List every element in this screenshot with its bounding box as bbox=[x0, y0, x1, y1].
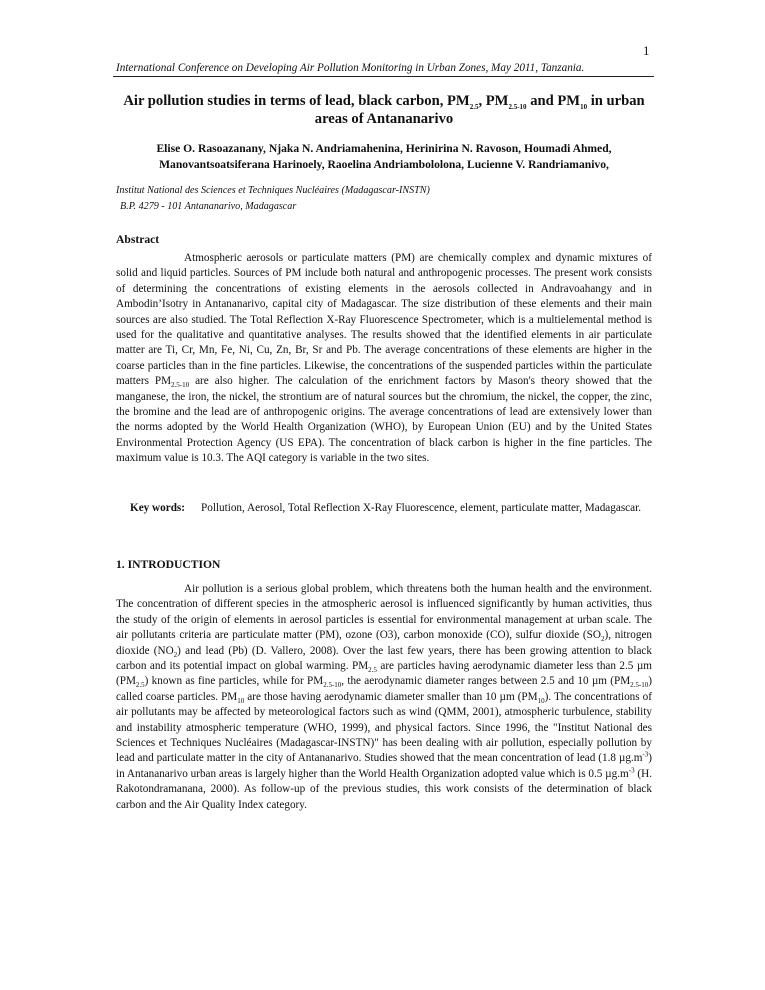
author-list bbox=[116, 141, 652, 173]
affiliation bbox=[116, 183, 652, 215]
keywords bbox=[130, 501, 652, 517]
introduction-heading: 1. INTRODUCTION bbox=[116, 558, 221, 571]
authors-line-1: Elise O. Rasoazanany, Njaka N. Andriamahenina, Herinirina N. Ravoson, Houmadi Ahmed, bbox=[156, 142, 612, 155]
keywords-text: Pollution, Aerosol, Total Reflection X-Ray Fluorescence, element, particulate matter, Madagascar. bbox=[201, 502, 642, 514]
affiliation-line-1: Institut National des Sciences et Techniques Nucléaires (Madagascar-INSTN) bbox=[116, 185, 430, 196]
abstract-heading: Abstract bbox=[116, 233, 160, 246]
paper-title: Air pollution studies in terms of lead, black carbon, $PM_{2.5}$, $PM_{2.5-10}$ and $PM_{10}$ in urban areas of Antananarivo bbox=[123, 93, 645, 127]
running-head: International Conference on Developing Air Pollution Monitoring in Urban Zones, May 2011, Tanzania. bbox=[116, 62, 585, 74]
abstract-body: Atmospheric aerosols or particulate matters (PM) are chemically complex and dynamic mixtures of solid and liquid particles. Sources of PM include both natural and anthropogenic processes. The present work consists of determining the concentrations of existing elements in the aerosols collected in Andravoahangy and in Ambodin’Isotry in Antananarivo, capital city of Madagascar. The size distribution of these elements and their main sources are also studied. The Total Reflection X-Ray Fluorescence Spectrometer, which is a multielemental method is used for the qualitative and quantitative analyses. The results showed that the identified elements in air particulate matter are Ti, Cr, Mn, Fe, Ni, Cu, Zn, Br, Sr and Pb. The average concentrations of these elements are higher in the coarse particles than in the fine particles. Likewise, the concentrations of the suspended particles within the particulate matters $PM_{2.5-10}$ are also higher. The calculation of the enrichment factors by Mason's theory showed that the manganese, the iron, the nickel, the strontium are of natural sources but the chromium, the nickel, the copper, the zinc, the bromine and the lead are of anthropogenic origins. The average concentrations of lead are extensively lower than the norms adopted by the World Health Organization (WHO), by European Union (EU) and by the United States Environmental Protection Agency (US EPA). The concentration of black carbon is higher in the fine particles. The maximum value is 10.3. The AQI category is variable in the two sites. bbox=[116, 252, 652, 465]
affiliation-line-2: B.P. 4279 - 101 Antananarivo, Madagascar bbox=[120, 201, 297, 212]
introduction-body: Air pollution is a serious global problem, which threatens both the human health and the environment. The concentration of different species in the atmospheric aerosol is influenced significantly by human activities, thus the study of the origin of elements in aerosol particles is essential for environmental management at urban scale. The air pollutants criteria are particulate matter (PM), ozone (O3), carbon monoxide (CO), sulfur dioxide $(SO_2)$, nitrogen dioxide $(NO_2)$ and lead (Pb) (D. Vallero, 2008). Over the last few years, there has been growing attention to black carbon and its potential impact on global warming. $PM_{2.5}$ are particles having aerodynamic diameter less than 2.5 µm $(PM_{2.5})$ known as fine particles, while for $PM_{2.5-10}$, the aerodynamic diameter ranges between 2.5 and 10 µm $(PM_{2.5-10})$ called coarse particles. $PM_{10}$ are those having aerodynamic diameter smaller than 10 µm $(PM_{10})$. The concentrations of air pollutants may be affected by meteorological factors such as wind (QMM, 2001), atmospheric turbulence, stability and instability atmospheric temperature (WHO, 1999), and physical factors. Since 1996, the "Institut National des Sciences et Techniques Nucléaires (Madagascar-INSTN)" has been dealing with air pollution, especially pollution by lead and particulate matter in the city of Antananarivo. Studies showed that the mean concentration of lead (1.8 $\mu g.m^{-3}$) in Antananarivo urban areas is largely higher than the World Health Organization adopted value which is 0.5 $\mu g.m^{-3}$ (H. Rakotondramanana, 2000). As follow-up of the previous studies, this work consists of the determination of black carbon and the Air Quality Index category. bbox=[116, 583, 653, 811]
page-number: 1 bbox=[643, 43, 650, 58]
authors-line-2: Manovantsoatsiferana Harinoely, Raoelina Andriambololona, Lucienne V. Randriamanivo, bbox=[159, 158, 609, 171]
keywords-label: Key words: bbox=[130, 502, 185, 514]
header-rule bbox=[113, 76, 654, 77]
